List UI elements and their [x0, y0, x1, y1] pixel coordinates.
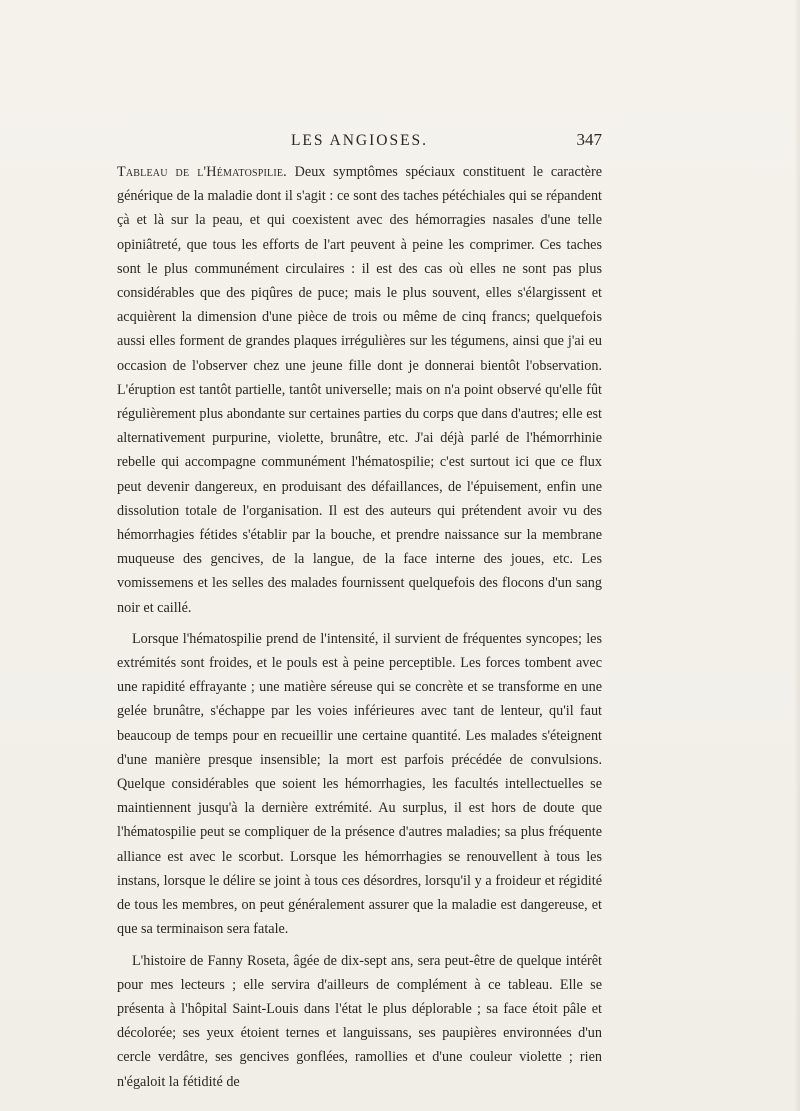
body-text	[117, 160, 602, 1094]
paragraph-text: L'histoire de Fanny Roseta, âgée de dix-sept ans, sera peut-être de quelque intérêt pour mes lecteurs ; elle servira d'ailleurs de complément à ce tableau. Elle se présenta à l'hôpital Saint-Louis dans l'état le plus déplorable ; sa face étoit pâle et décolorée; ses yeux étoient ternes et languissans, ses paupières environnées d'un cercle verdâtre, ses gencives gonflées, ramollies et d'une couleur violette ; rien n'égaloit la fétidité de	[117, 952, 602, 1090]
paragraph-2	[117, 627, 602, 942]
paragraph-text: Lorsque l'hématospilie prend de l'intensité, il survient de fréquentes syncopes; les extrémités sont froides, et le pouls est à peine perceptible. Les forces tombent avec une rapidité effrayante ; une matière séreuse qui se concrète et se transforme en une gelée brunâtre, s'échappe par les voies inférieures avec tant de lenteur, qu'il faut beaucoup de temps pour en recueillir une certaine quantité. Les malades s'éteignent d'une manière presque insensible; la mort est parfois précédée de convulsions. Quelque considérables que soient les hémorrhagies, les facultés intellectuelles se maintiennent jusqu'à la dernière extrémité. Au surplus, il est hors de doute que l'hématospilie peut se compliquer de la présence d'autres maladies; sa plus fréquente alliance est avec le scorbut. Lorsque les hémorrhagies se renouvellent à tous les instans, lorsque le délire se joint à tous ces désordres, lorsqu'il y a froideur et régidité de tous les membres, on peut généralement assurer que la maladie est dangereuse, et que sa terminaison sera fatale.	[117, 630, 602, 938]
page-header	[117, 132, 602, 158]
running-title: LES ANGIOSES.	[290, 132, 429, 149]
page-fold-shadow	[794, 0, 800, 1111]
page-number: 347	[576, 130, 602, 149]
section-lead: Tableau de l'Hématospilie.	[117, 164, 287, 180]
paragraph-1	[117, 160, 602, 620]
paragraph-text: Deux symptômes spéciaux constituent le caractère générique de la maladie dont il s'agit : ce sont des taches pétéchiales qui se répandent çà et là sur la peau, et qui coexistent avec des hémorragies nasales d'une telle opiniâtreté, que tous les efforts de l'art peuvent à peine les comprimer. Ces taches sont le plus communément circulaires : il est des cas où elles ne sont pas plus considérables que des piqûres de puce; mais le plus souvent, elles s'élargissent et acquièrent la dimension d'une pièce de trois ou même de cinq francs; quelquefois aussi elles forment de grandes plaques irrégulières sur les tégumens, ainsi que j'ai eu occasion de l'observer chez une jeune fille dont je donnerai bientôt l'observation. L'éruption est tantôt partielle, tantôt universelle; mais on n'a point observé qu'elle fût régulièrement plus abondante sur certaines parties du corps que dans d'autres; elle est alternativement purpurine, violette, brunâtre, etc. J'ai déjà parlé de l'hémorrhinie rebelle qui accompagne communément l'hématospilie; c'est surtout ici que ce flux peut devenir dangereux, en produisant des défaillances, de l'épuisement, enfin une dissolution totale de l'organisation. Il est des auteurs qui prétendent avoir vu des hémorrhagies fétides s'établir par la bouche, et prendre naissance sur la membrane muqueuse des gencives, de la langue, de la face interne des joues, etc. Les vomissemens et les selles des malades fournissent quelquefois des flocons d'un sang noir et caillé.	[117, 164, 603, 616]
paragraph-3	[117, 949, 602, 1094]
